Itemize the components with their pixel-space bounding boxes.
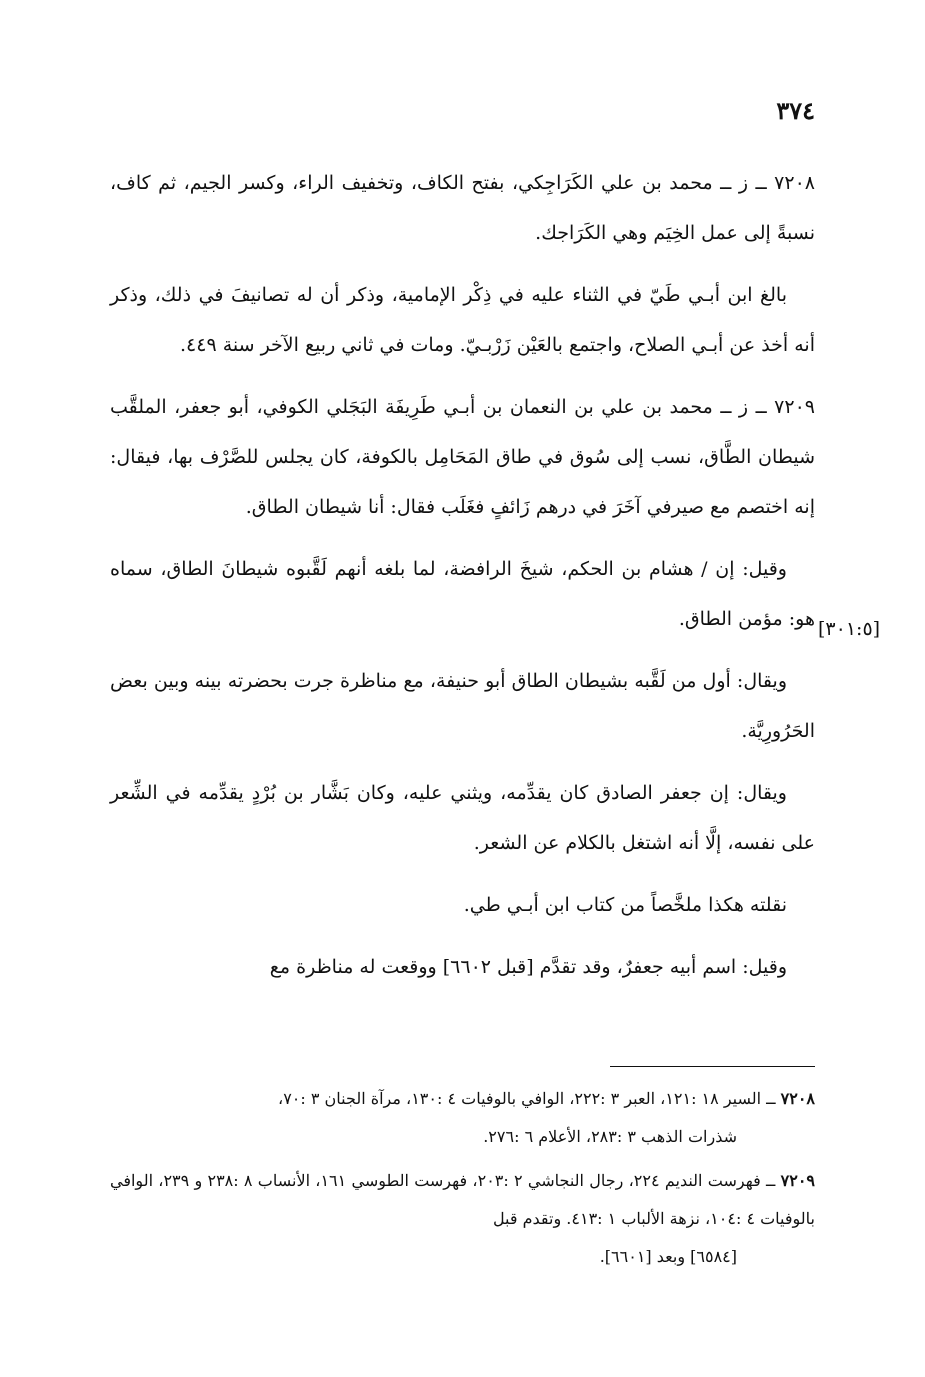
footnote-number: ٧٢٠٨ [780, 1089, 815, 1108]
margin-reference: [٣٠١:٥] [818, 618, 881, 640]
footnote-continuation: [٦٥٨٤] وبعد [٦٦٠١]. [599, 1247, 737, 1266]
paragraph: وقيل: اسم أبيه جعفرٌ، وقد تقدَّم [قبل ٦٦٠٢] ووقعت له مناظرة مع [269, 956, 787, 978]
footnote-text: ــ السير ١٨ :١٢١، العبر ٣ :٢٢٢، الوافي بالوفيات ٤ :١٣٠، مرآة الجنان ٣ :٧٠، [278, 1089, 776, 1108]
footnote-number: ٧٢٠٩ [780, 1171, 815, 1190]
paragraph: ويقال: إن جعفر الصادق كان يقدِّمه، ويثني عليه، وكان بَشَّار بن بُرْدٍ يقدِّمه في الشِّعر على نفسه، إلَّا أنه اشتغل بالكلام عن الشعر. [110, 782, 815, 854]
footnotes [110, 1080, 815, 1282]
footnote-divider [610, 1066, 815, 1067]
footnote-7208 [110, 1080, 815, 1156]
paragraph: ويقال: أول من لَقَّبه بشيطان الطاق أبو حنيفة، مع مناظرة جرت بحضرته بينه وبين بعض الحَرُورِيَّة. [110, 670, 815, 742]
main-text [110, 158, 815, 1004]
entry-7209-paragraph: ٧٢٠٩ ــ ز ــ محمد بن علي بن النعمان بن أبـي طَرِيفَة البَجَلي الكوفي، أبو جعفر، الملقَّب شيطان الطَّاق، نسب إلى سُوق في طاق المَحَامِل بالكوفة، كان يجلس للصَّرْف بها، فيقال: إنه اختصم مع صيرفي آخَرَ في درهم زَائفٍ فغَلَب فقال: أنا شيطان الطاق. [110, 396, 815, 518]
footnote-7209 [110, 1162, 815, 1276]
entry-7208-paragraph: ٧٢٠٨ ــ ز ــ محمد بن علي الكَرَاجِكي، بفتح الكاف، وتخفيف الراء، وكسر الجيم، ثم كاف، نسبةً إلى عمل الخِيَم وهي الكَرَاجك. [110, 172, 815, 244]
footnote-continuation: شذرات الذهب ٣ :٢٨٣، الأعلام ٦ :٢٧٦. [483, 1127, 737, 1146]
footnote-text: ــ فهرست النديم ٢٢٤، رجال النجاشي ٢ :٢٠٣، فهرست الطوسي ١٦١، الأنساب ٨ :٢٣٨ و ٢٣٩، الوافي بالوفيات ٤ :١٠٤، نزهة الألباب ١ :٤١٣. وتقدم قبل [110, 1171, 815, 1228]
paragraph: وقيل: إن / هشام بن الحكم، شيخَ الرافضة، لما بلغه أنهم لَقَّبوه شيطانَ الطاق، سماه هو: مؤمن الطاق. [110, 558, 815, 630]
paragraph: بالغ ابن أبـي طَيّ في الثناء عليه في ذِكْر الإمامية، وذكر أن له تصانيفَ في ذلك، وذكر أنه أخذ عن أبـي الصلاح، واجتمع بالعَيْن زَرْبـيّ. ومات في ثاني ربيع الآخر سنة ٤٤٩. [110, 284, 815, 356]
page-number: ٣٧٤ [776, 96, 815, 125]
paragraph: نقلته هكذا ملخَّصاً من كتاب ابن أبـي طي. [463, 894, 787, 916]
